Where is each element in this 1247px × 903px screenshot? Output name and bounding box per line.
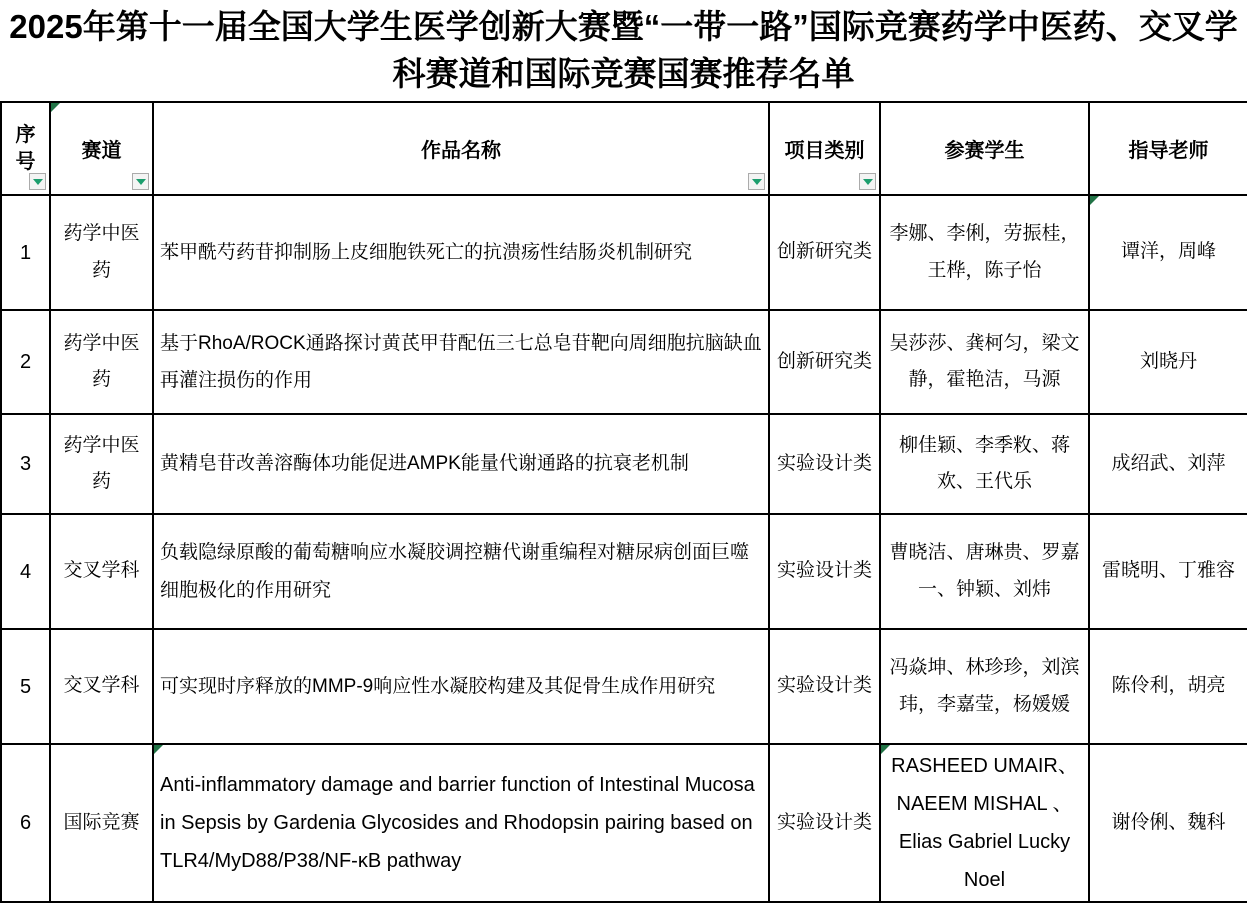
cell-serial[interactable]: 5	[1, 629, 50, 744]
cell-category[interactable]: 实验设计类	[769, 414, 880, 514]
table-row	[1, 195, 1247, 310]
filter-dropdown-icon	[136, 179, 146, 185]
filter-button-project[interactable]	[748, 173, 765, 190]
cell-track[interactable]: 国际竞赛	[50, 744, 153, 902]
column-header-project	[153, 102, 769, 195]
cell-teachers[interactable]	[1089, 195, 1247, 310]
cell-project-title[interactable]: 负载隐绿原酸的葡萄糖响应水凝胶调控糖代谢重编程对糖尿病创面巨噬细胞极化的作用研究	[153, 514, 769, 629]
cell-track[interactable]: 药学中医药	[50, 414, 153, 514]
cell-serial[interactable]: 2	[1, 310, 50, 414]
filter-button-category[interactable]	[859, 173, 876, 190]
column-header-students	[880, 102, 1089, 195]
cell-students[interactable]	[880, 744, 1089, 902]
results-table	[0, 101, 1247, 903]
header-row	[1, 102, 1247, 195]
filter-button-serial[interactable]	[29, 173, 46, 190]
cell-students[interactable]: 李娜、李俐，劳振桂，王桦，陈子怡	[880, 195, 1089, 310]
cell-serial[interactable]: 4	[1, 514, 50, 629]
cell-teachers[interactable]: 刘晓丹	[1089, 310, 1247, 414]
cell-category[interactable]: 实验设计类	[769, 629, 880, 744]
cell-category[interactable]: 实验设计类	[769, 744, 880, 902]
error-indicator-icon	[51, 103, 60, 112]
cell-category[interactable]: 创新研究类	[769, 195, 880, 310]
column-header-serial	[1, 102, 50, 195]
column-header-label: 作品名称	[421, 140, 501, 162]
table-row	[1, 629, 1247, 744]
cell-project-title[interactable]	[153, 744, 769, 902]
cell-track[interactable]: 交叉学科	[50, 514, 153, 629]
table-row	[1, 514, 1247, 629]
column-header-label: 赛道	[81, 140, 122, 162]
cell-serial[interactable]: 1	[1, 195, 50, 310]
cell-students[interactable]: 柳佳颖、李季敉、蒋欢、王代乐	[880, 414, 1089, 514]
cell-project-title[interactable]: 可实现时序释放的MMP-9响应性水凝胶构建及其促骨生成作用研究	[153, 629, 769, 744]
cell-category[interactable]: 实验设计类	[769, 514, 880, 629]
error-indicator-icon	[881, 745, 890, 754]
cell-track[interactable]: 交叉学科	[50, 629, 153, 744]
column-header-track	[50, 102, 153, 195]
cell-category[interactable]: 创新研究类	[769, 310, 880, 414]
cell-project-title[interactable]: 基于RhoA/ROCK通路探讨黄芪甲苷配伍三七总皂苷靶向周细胞抗脑缺血再灌注损伤的作用	[153, 310, 769, 414]
cell-teachers[interactable]: 谢伶俐、魏科	[1089, 744, 1247, 902]
error-indicator-icon	[1090, 196, 1099, 205]
table-row	[1, 744, 1247, 902]
cell-students[interactable]: 冯焱坤、林珍珍，刘滨玮，李嘉莹，杨媛媛	[880, 629, 1089, 744]
cell-track[interactable]: 药学中医药	[50, 195, 153, 310]
cell-serial[interactable]: 6	[1, 744, 50, 902]
column-header-label: 序号	[15, 123, 36, 173]
filter-button-track[interactable]	[132, 173, 149, 190]
column-header-teachers	[1089, 102, 1247, 195]
cell-track[interactable]: 药学中医药	[50, 310, 153, 414]
cell-serial[interactable]: 3	[1, 414, 50, 514]
cell-teachers[interactable]: 雷晓明、丁雅容	[1089, 514, 1247, 629]
cell-teachers[interactable]: 陈伶利，胡亮	[1089, 629, 1247, 744]
column-header-label: 项目类别	[784, 140, 865, 162]
cell-project-title[interactable]: 黄精皂苷改善溶酶体功能促进AMPK能量代谢通路的抗衰老机制	[153, 414, 769, 514]
cell-text: 谭洋，周峰	[1120, 241, 1216, 263]
column-header-label: 参赛学生	[944, 140, 1025, 162]
error-indicator-icon	[154, 745, 163, 754]
column-header-category	[769, 102, 880, 195]
cell-students[interactable]: 吴莎莎、龚柯匀，梁文静，霍艳洁，马源	[880, 310, 1089, 414]
cell-text: RASHEED UMAIR、NAEEM MISHAL 、Elias Gabriel Lucky Noel	[891, 755, 1078, 891]
filter-dropdown-icon	[752, 179, 762, 185]
cell-text: Anti-inflammatory damage and barrier function of Intestinal Mucosa in Sepsis by Gardenia Glycosides and Rhodopsin pairing based on TLR4/MyD88/P38/NF-κB pathway	[160, 774, 755, 872]
cell-students[interactable]: 曹晓洁、唐琳贵、罗嘉一、钟颖、刘炜	[880, 514, 1089, 629]
page-title: 2025年第十一届全国大学生医学创新大赛暨“一带一路”国际竞赛药学中医药、交叉学科赛道和国际竞赛国赛推荐名单	[9, 7, 1238, 92]
table-row	[1, 310, 1247, 414]
column-header-label: 指导老师	[1128, 140, 1209, 162]
table-row	[1, 414, 1247, 514]
cell-project-title[interactable]: 苯甲酰芍药苷抑制肠上皮细胞铁死亡的抗溃疡性结肠炎机制研究	[153, 195, 769, 310]
filter-dropdown-icon	[33, 179, 43, 185]
cell-teachers[interactable]: 成绍武、刘萍	[1089, 414, 1247, 514]
filter-dropdown-icon	[863, 179, 873, 185]
